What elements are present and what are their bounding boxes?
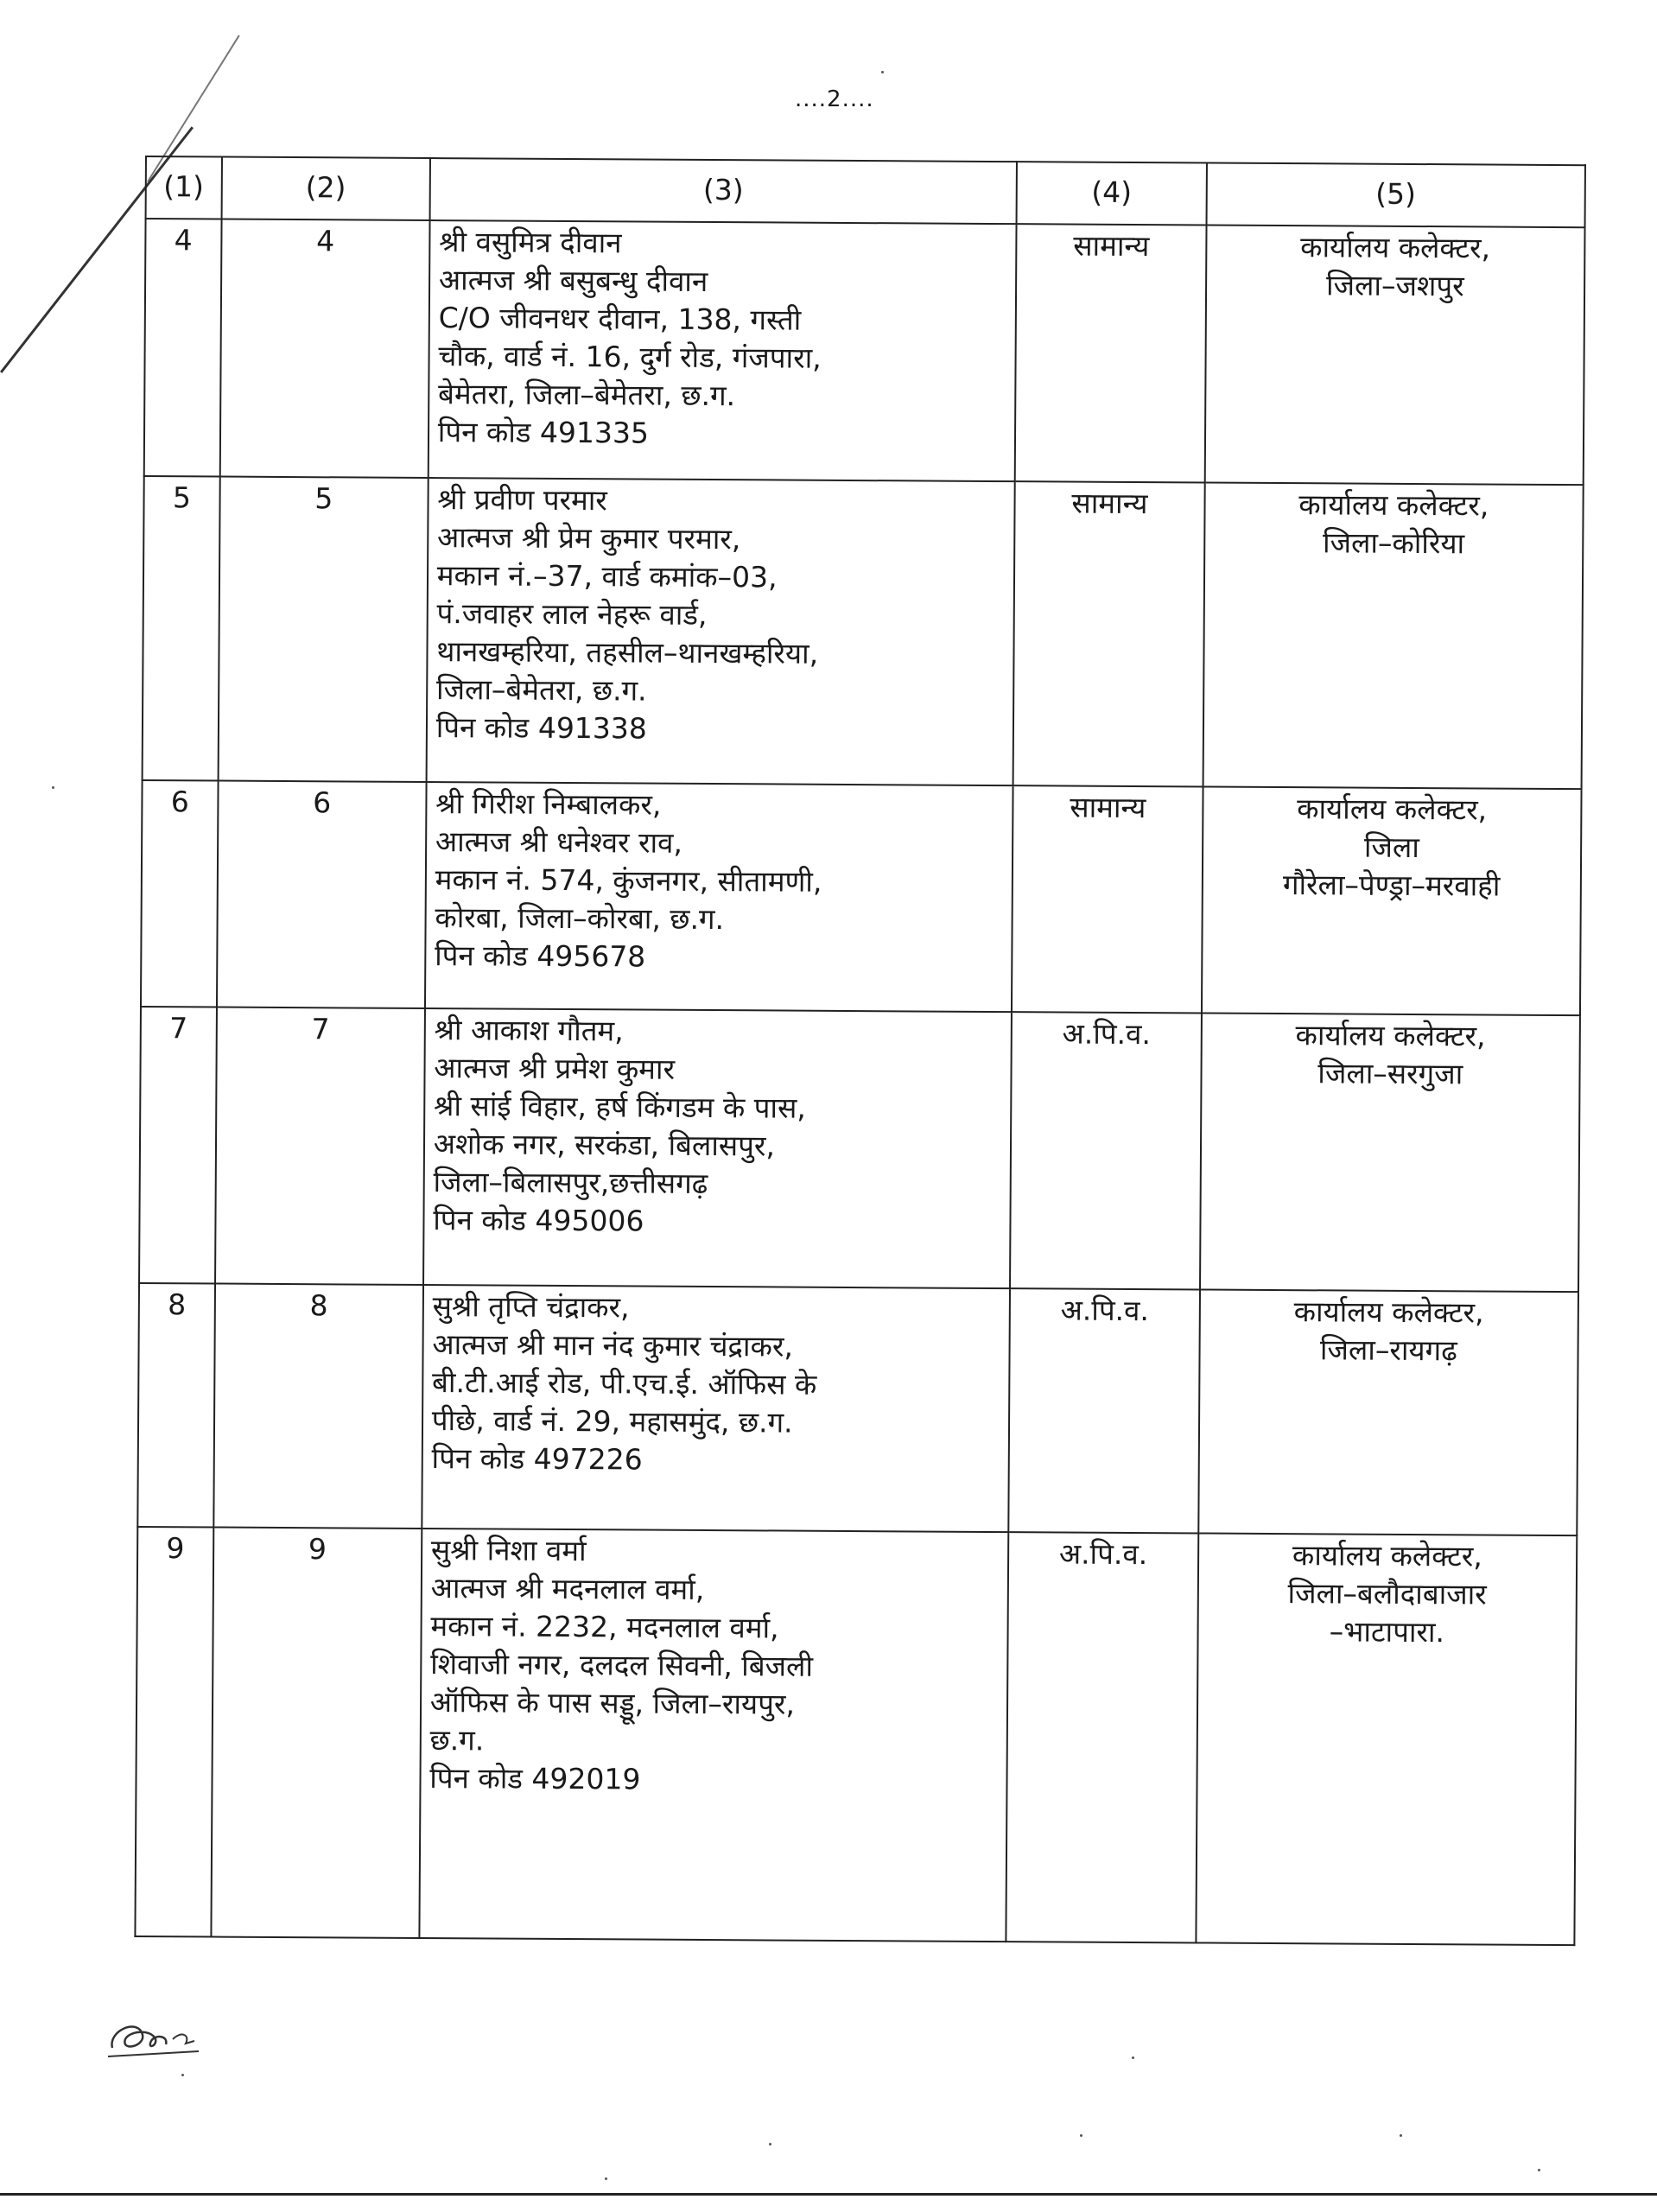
category	[1010, 1012, 1201, 1289]
office-allotted	[1196, 1533, 1577, 1945]
table-row	[141, 780, 1582, 1015]
candidate-address: सुश्री तृप्ति चंद्राकर, आत्मज श्री मान नंद कुमार चंद्राकर, बी.टी.आई रोड, पी.एच.ई. ऑफिस के पीछे, वार्ड नं. 29, महासमुंद, छ.ग. पिन कोड 497226	[422, 1285, 1010, 1532]
scan-speck	[769, 2143, 771, 2145]
scan-speck	[605, 2177, 607, 2180]
rank-number: 4	[219, 219, 429, 478]
category	[1006, 1532, 1198, 1942]
office-text: कार्यालय कलेक्टर, जिला–कोरिया	[1298, 487, 1489, 561]
category	[1015, 224, 1206, 482]
serial-number: 4	[144, 219, 221, 477]
table-row	[137, 1283, 1578, 1535]
serial-number: 6	[141, 780, 218, 1007]
office-allotted	[1200, 1013, 1580, 1292]
candidate-address: श्री आकाश गौतम, आत्मज श्री प्रमेश कुमार श्री सांई विहार, हर्ष किंगडम के पास, अशोक नगर, सरकंडा, बिलासपुर, जिला–बिलासपुर,छत्तीसगढ़ पिन कोड 495006	[423, 1008, 1012, 1288]
table-row	[143, 476, 1584, 789]
rank-number: 5	[218, 477, 428, 782]
scan-speck	[52, 786, 54, 789]
header-col-5: (5)	[1206, 163, 1585, 228]
serial-number: 7	[139, 1007, 217, 1284]
office-text: कार्यालय कलेक्टर, जिला–रायगढ़	[1293, 1294, 1484, 1368]
category	[1009, 1288, 1200, 1533]
serial-number: 9	[135, 1527, 213, 1937]
candidate-address: श्री गिरीश निम्बालकर, आत्मज श्री धनेश्वर राव, मकान नं. 574, कुंजनगर, सीतामणी, कोरबा, जिला–कोरबा, छ.ग. पिन कोड 495678	[425, 782, 1013, 1012]
rank-number: 9	[211, 1528, 422, 1938]
scan-speck	[881, 71, 884, 73]
category-text: सामान्य	[1073, 228, 1150, 264]
header-col-4: (4)	[1017, 162, 1207, 225]
category-text: सामान्य	[1070, 790, 1146, 825]
table-header-row	[146, 156, 1585, 227]
scan-speck	[1538, 2169, 1540, 2171]
table-row	[135, 1527, 1577, 1945]
header-col-1: (1)	[146, 156, 222, 219]
header-col-2: (2)	[221, 157, 430, 220]
header-col-3: (3)	[429, 158, 1017, 224]
office-text: कार्यालय कलेक्टर, जिला–बलौदाबाजार –भाटापारा.	[1287, 1538, 1487, 1649]
candidate-table	[134, 156, 1586, 1946]
office-text: कार्यालय कलेक्टर, जिला गौरेला–पेण्ड्रा–मरवाही	[1282, 791, 1501, 903]
scan-speck	[1080, 2134, 1082, 2137]
rank-number: 6	[217, 781, 427, 1008]
scan-speck	[181, 2074, 184, 2076]
category-text: सामान्य	[1071, 486, 1148, 521]
candidate-address: सुश्री निशा वर्मा आत्मज श्री मदनलाल वर्मा, मकान नं. 2232, मदनलाल वर्मा, शिवाजी नगर, दलदल सिवनी, बिजली ऑफिस के पास सड्डू, जिला–रायपुर, छ.ग. पिन कोड 492019	[419, 1529, 1008, 1942]
category-text: अ.पि.व.	[1058, 1536, 1148, 1572]
office-allotted	[1204, 226, 1584, 486]
category	[1012, 785, 1203, 1013]
category-text: अ.पि.व.	[1060, 1293, 1150, 1328]
table-row	[139, 1007, 1580, 1292]
serial-number: 5	[143, 476, 220, 781]
serial-number: 8	[137, 1283, 214, 1528]
office-allotted	[1203, 482, 1584, 789]
page-bottom-rule	[0, 2193, 1657, 2196]
signature-mark	[104, 2013, 216, 2065]
rank-number: 8	[213, 1284, 423, 1529]
page-number: ....2....	[795, 86, 874, 112]
category-text: अ.पि.व.	[1062, 1016, 1152, 1052]
scan-speck	[1132, 2056, 1134, 2059]
candidate-address: श्री वसुमित्र दीवान आत्मज श्री बसुबन्धु दीवान C/O जीवनधर दीवान, 138, गस्ती चौक, वार्ड नं. 16, दुर्ग रोड, गंजपारा, बेमेतरा, जिला–बेमेतरा, छ.ग. पिन कोड 491335	[429, 220, 1017, 481]
candidate-address: श्री प्रवीण परमार आत्मज श्री प्रेम कुमार परमार, मकान नं.–37, वार्ड कमांक–03, पं.जवाहर लाल नेहरू वार्ड, थानखम्हरिया, तहसील–थानखम्हरिया, जिला–बेमेतरा, छ.ग. पिन कोड 491338	[426, 478, 1015, 785]
scan-speck	[1400, 2134, 1402, 2137]
office-text: कार्यालय कलेक्टर, जिला–जशपुर	[1300, 230, 1491, 303]
table-row	[144, 219, 1585, 485]
office-allotted	[1202, 786, 1582, 1015]
office-text: कार्यालय कलेक्टर, जिला–सरगुजा	[1295, 1018, 1486, 1091]
category	[1013, 481, 1204, 786]
rank-number: 7	[215, 1007, 425, 1285]
office-allotted	[1198, 1289, 1578, 1535]
